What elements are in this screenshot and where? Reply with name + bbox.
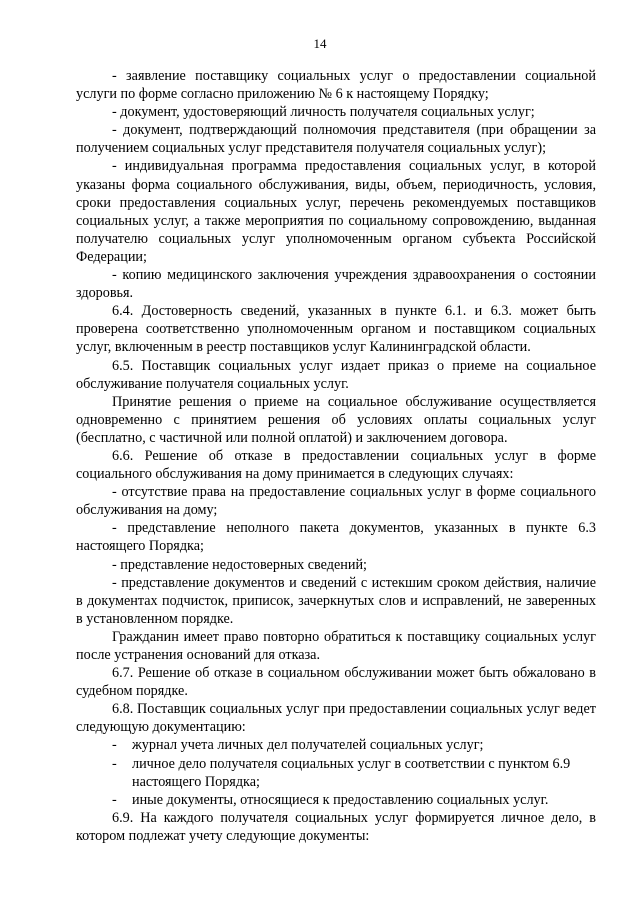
paragraph: Принятие решения о приеме на социальное обслуживание осуществляется одновременно с принятием решения об условиях оплаты социальных услуг (бесплатно, с частичной или полной оплатой) и заключением договора. <box>76 393 596 446</box>
paragraph: 6.4. Достоверность сведений, указанных в пункте 6.1. и 6.3. может быть проверена соответственно уполномоченным органом и поставщиком социальных услуг, включенным в реестр поставщиков услуг Калининградской области. <box>76 303 596 356</box>
document-body <box>76 67 596 845</box>
paragraph: 6.6. Решение об отказе в предоставлении социальных услуг в форме социального обслуживания на дому принимается в следующих случаях: <box>76 447 596 483</box>
paragraph: 6.9. На каждого получателя социальных услуг формируется личное дело, в котором подлежат учету следующие документы: <box>76 809 596 844</box>
paragraph: - представление неполного пакета документов, указанных в пункте 6.3 настоящего Порядка; <box>76 520 596 555</box>
list-dash: - <box>112 791 117 808</box>
paragraph: - индивидуальная программа предоставления социальных услуг, в которой указаны форма социального обслуживания, виды, объем, периодичность, условия, сроки предоставления социальных услуг, перечень рекомендуемых поставщиков социальных услуг, а также мероприятия по социальному сопровождению, выданная получателю социальных услуг уполномоченным органом субъекта Российской Федерации; <box>76 158 596 265</box>
list-item <box>76 791 596 809</box>
list-item-text: иные документы, относящиеся к предоставлению социальных услуг. <box>132 791 549 808</box>
list-dash: - <box>112 737 117 754</box>
paragraph: - представление недостоверных сведений; <box>112 556 367 573</box>
paragraph: 6.7. Решение об отказе в социальном обслуживании может быть обжаловано в судебном порядке. <box>76 665 596 700</box>
page-number: 14 <box>313 36 327 51</box>
list-item-text: личное дело получателя социальных услуг в соответствии с пунктом 6.9 настоящего Порядка; <box>132 755 571 790</box>
paragraph: - документ, удостоверяющий личность получателя социальных услуг; <box>112 104 535 121</box>
paragraph: - документ, подтверждающий полномочия представителя (при обращении за получением социальных услуг представителя получателя социальных услуг); <box>76 122 596 157</box>
list-item-text: журнал учета личных дел получателей социальных услуг; <box>132 737 484 754</box>
paragraph: - заявление поставщику социальных услуг о предоставлении социальной услуги по форме согласно приложению № 6 к настоящему Порядку; <box>76 68 596 103</box>
list-dash: - <box>112 755 117 772</box>
paragraph: Гражданин имеет право повторно обратиться к поставщику социальных услуг после устранения оснований для отказа. <box>76 628 596 663</box>
paragraph: 6.5. Поставщик социальных услуг издает приказ о приеме на социальное обслуживание получателя социальных услуг. <box>76 357 596 392</box>
paragraph: - копию медицинского заключения учреждения здравоохранения о состоянии здоровья. <box>76 267 596 302</box>
list-item <box>76 755 596 791</box>
paragraph: - представление документов и сведений с истекшим сроком действия, наличие в документах подчисток, приписок, зачеркнутых слов и исправлений, не заверенных в установленном порядке. <box>76 574 596 627</box>
paragraph: - отсутствие права на предоставление социальных услуг в форме социального обслуживания на дому; <box>76 484 596 519</box>
list-item <box>76 736 596 754</box>
paragraph: 6.8. Поставщик социальных услуг при предоставлении социальных услуг ведет следующую документацию: <box>76 701 596 736</box>
